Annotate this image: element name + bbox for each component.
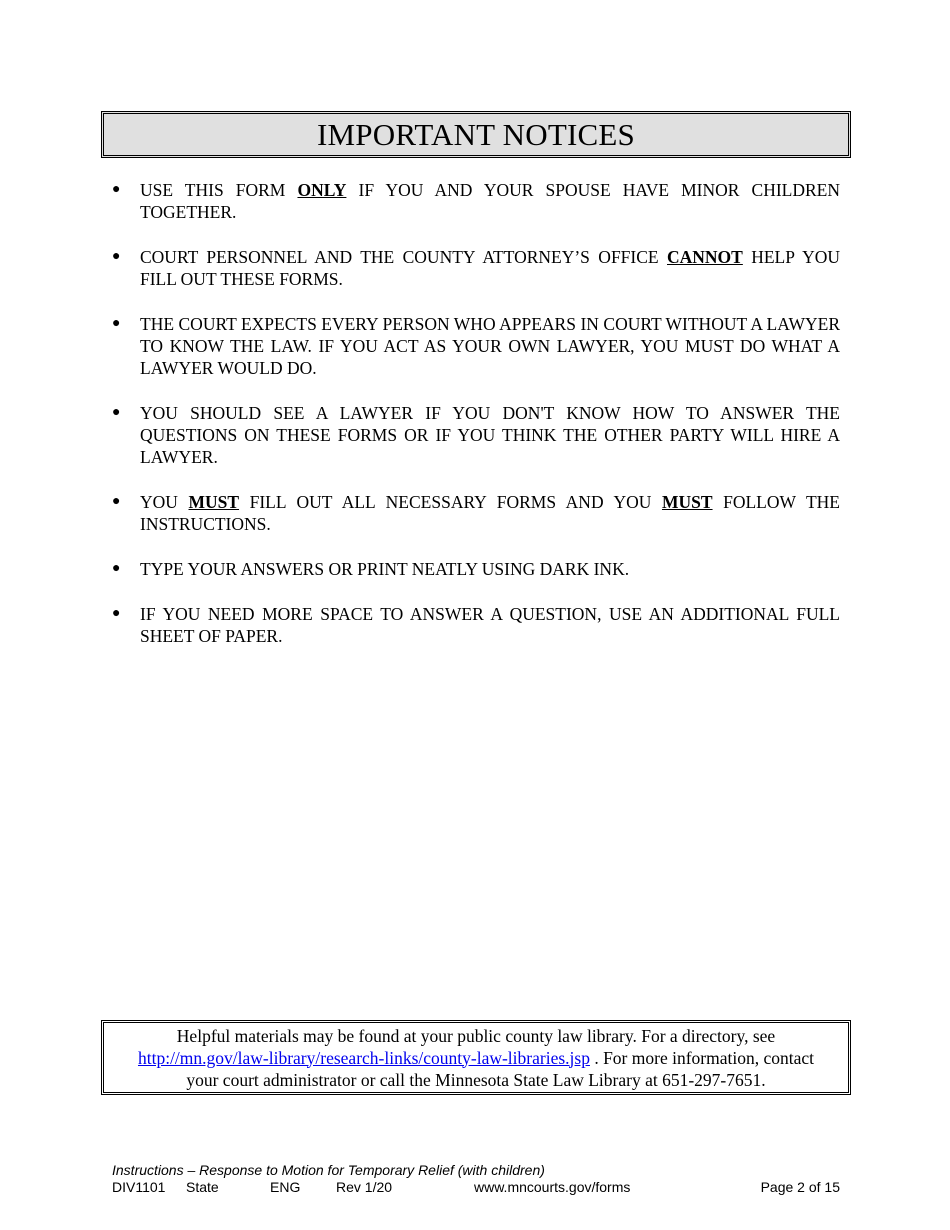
- emphasis: MUST: [661, 492, 713, 512]
- bullet-icon: ●: [112, 182, 121, 197]
- notice-item: ● THE COURT EXPECTS EVERY PERSON WHO APPEARS IN COURT WITHOUT A LAWYER TO KNOW THE LAW. IF YOU ACT AS YOUR OWN LAWYER, YOU MUST DO WHAT A LAWYER WOULD DO.: [112, 314, 840, 378]
- page-footer: [112, 1162, 840, 1196]
- footer-form-code: DIV1101: [112, 1179, 166, 1195]
- help-line-2: . For more information, contact: [589, 1047, 814, 1068]
- bullet-icon: ●: [112, 405, 121, 420]
- footer-form-title: Instructions – Response to Motion for Temporary Relief (with children): [112, 1162, 545, 1178]
- notices-list: [112, 179, 840, 670]
- law-library-help-box: [101, 1020, 851, 1095]
- bullet-icon: ●: [112, 249, 121, 264]
- bullet-icon: ●: [112, 494, 121, 509]
- notices-title-box: [101, 111, 851, 158]
- emphasis: ONLY: [297, 180, 347, 200]
- notice-item: ● TYPE YOUR ANSWERS OR PRINT NEATLY USING DARK INK.: [112, 559, 630, 579]
- help-line-3: your court administrator or call the Minnesota State Law Library at 651-297-7651.: [186, 1069, 766, 1090]
- notice-item: ● YOU MUST FILL OUT ALL NECESSARY FORMS AND YOU MUST FOLLOW THE INSTRUCTIONS.: [112, 492, 840, 534]
- bullet-icon: ●: [112, 316, 121, 331]
- footer-website: www.mncourts.gov/forms: [474, 1179, 631, 1195]
- footer-page-number: Page 2 of 15: [760, 1179, 840, 1195]
- bullet-icon: ●: [112, 606, 121, 621]
- notice-item: ● USE THIS FORM ONLY IF YOU AND YOUR SPOUSE HAVE MINOR CHILDREN TOGETHER.: [112, 180, 840, 222]
- footer-revision: Rev 1/20: [336, 1179, 393, 1195]
- county-law-libraries-link[interactable]: http://mn.gov/law-library/research-links/county-law-libraries.jsp: [137, 1047, 590, 1068]
- footer-jurisdiction: State: [186, 1179, 219, 1195]
- notice-item: ● COURT PERSONNEL AND THE COUNTY ATTORNEY’S OFFICE CANNOT HELP YOU FILL OUT THESE FORMS.: [112, 247, 840, 289]
- notice-item: ● YOU SHOULD SEE A LAWYER IF YOU DON'T KNOW HOW TO ANSWER THE QUESTIONS ON THESE FORMS OR IF YOU THINK THE OTHER PARTY WILL HIRE A LAWYER.: [112, 403, 840, 467]
- footer-language: ENG: [270, 1179, 301, 1195]
- emphasis: MUST: [188, 492, 240, 512]
- bullet-icon: ●: [112, 561, 121, 576]
- notice-item: ● IF YOU NEED MORE SPACE TO ANSWER A QUESTION, USE AN ADDITIONAL FULL SHEET OF PAPER.: [112, 604, 840, 646]
- page-title: IMPORTANT NOTICES: [317, 116, 635, 152]
- help-line-1: Helpful materials may be found at your public county law library. For a directory, see: [176, 1025, 776, 1046]
- emphasis: CANNOT: [667, 247, 743, 267]
